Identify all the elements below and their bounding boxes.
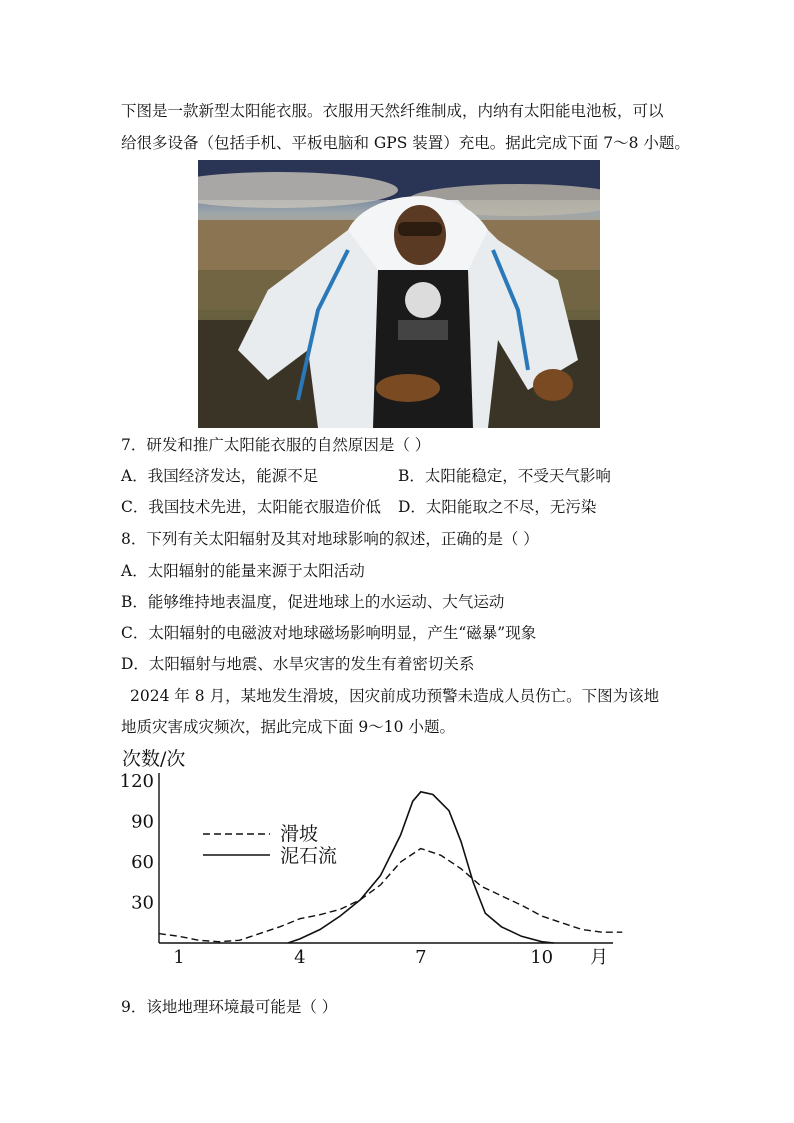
y-tick-label: 30 xyxy=(131,892,154,914)
y-tick-label: 60 xyxy=(131,852,154,873)
q9-stem: 9．该地地理环境最可能是（ ） xyxy=(121,998,338,1016)
q7-option-a: A．我国经济发达，能源不足 xyxy=(121,467,319,485)
series-line-debris-flow xyxy=(288,792,554,943)
intro-line-2: 给很多设备（包括手机、平板电脑和 GPS 装置）充电。据此完成下面 7～8 小题。 xyxy=(121,134,690,152)
q8-option-b: B．能够维持地表温度，促进地球上的水运动、大气运动 xyxy=(121,593,505,611)
chart-ylabel: 次数/次 xyxy=(122,748,186,770)
q8-option-d: D．太阳辐射与地震、水旱灾害的发生有着密切关系 xyxy=(121,655,475,673)
y-tick-label: 120 xyxy=(119,771,154,792)
legend-label-landslide: 滑坡 xyxy=(280,823,319,845)
q7-option-c: C．我国技术先进，太阳能衣服造价低 xyxy=(121,498,381,516)
q8-stem: 8．下列有关太阳辐射及其对地球影响的叙述，正确的是（ ） xyxy=(121,530,539,548)
intro-line-1: 下图是一款新型太阳能衣服。衣服用天然纤维制成，内纳有太阳能电池板，可以 xyxy=(121,102,664,120)
intro2-line-1: 2024 年 8 月，某地发生滑坡，因灾前成功预警未造成人员伤亡。下图为该地 xyxy=(130,687,660,705)
q7-option-d: D．太阳能取之不尽，无污染 xyxy=(398,498,597,516)
q7-stem: 7．研发和推广太阳能衣服的自然原因是（ ） xyxy=(121,436,431,454)
legend-label-debris-flow: 泥石流 xyxy=(280,845,338,867)
disaster-frequency-chart xyxy=(118,745,628,970)
q8-option-c: C．太阳辐射的电磁波对地球磁场影响明显，产生“磁暴”现象 xyxy=(121,624,537,642)
q8-option-a: A．太阳辐射的能量来源于太阳活动 xyxy=(121,562,365,580)
x-tick-label: 10 xyxy=(530,947,554,968)
y-tick-label: 90 xyxy=(131,811,154,833)
x-tick-label: 1 xyxy=(173,947,185,968)
chart-xlabel: 月 xyxy=(590,947,608,968)
x-tick-label: 4 xyxy=(294,947,306,968)
q7-option-b: B．太阳能稳定，不受天气影响 xyxy=(398,467,611,485)
series-line-landslide xyxy=(159,849,622,942)
x-tick-label: 7 xyxy=(415,947,427,968)
intro2-line-2: 地质灾害成灾频次，据此完成下面 9～10 小题。 xyxy=(121,718,455,736)
solar-jacket-photo xyxy=(198,160,600,428)
chart-legend xyxy=(203,823,337,867)
